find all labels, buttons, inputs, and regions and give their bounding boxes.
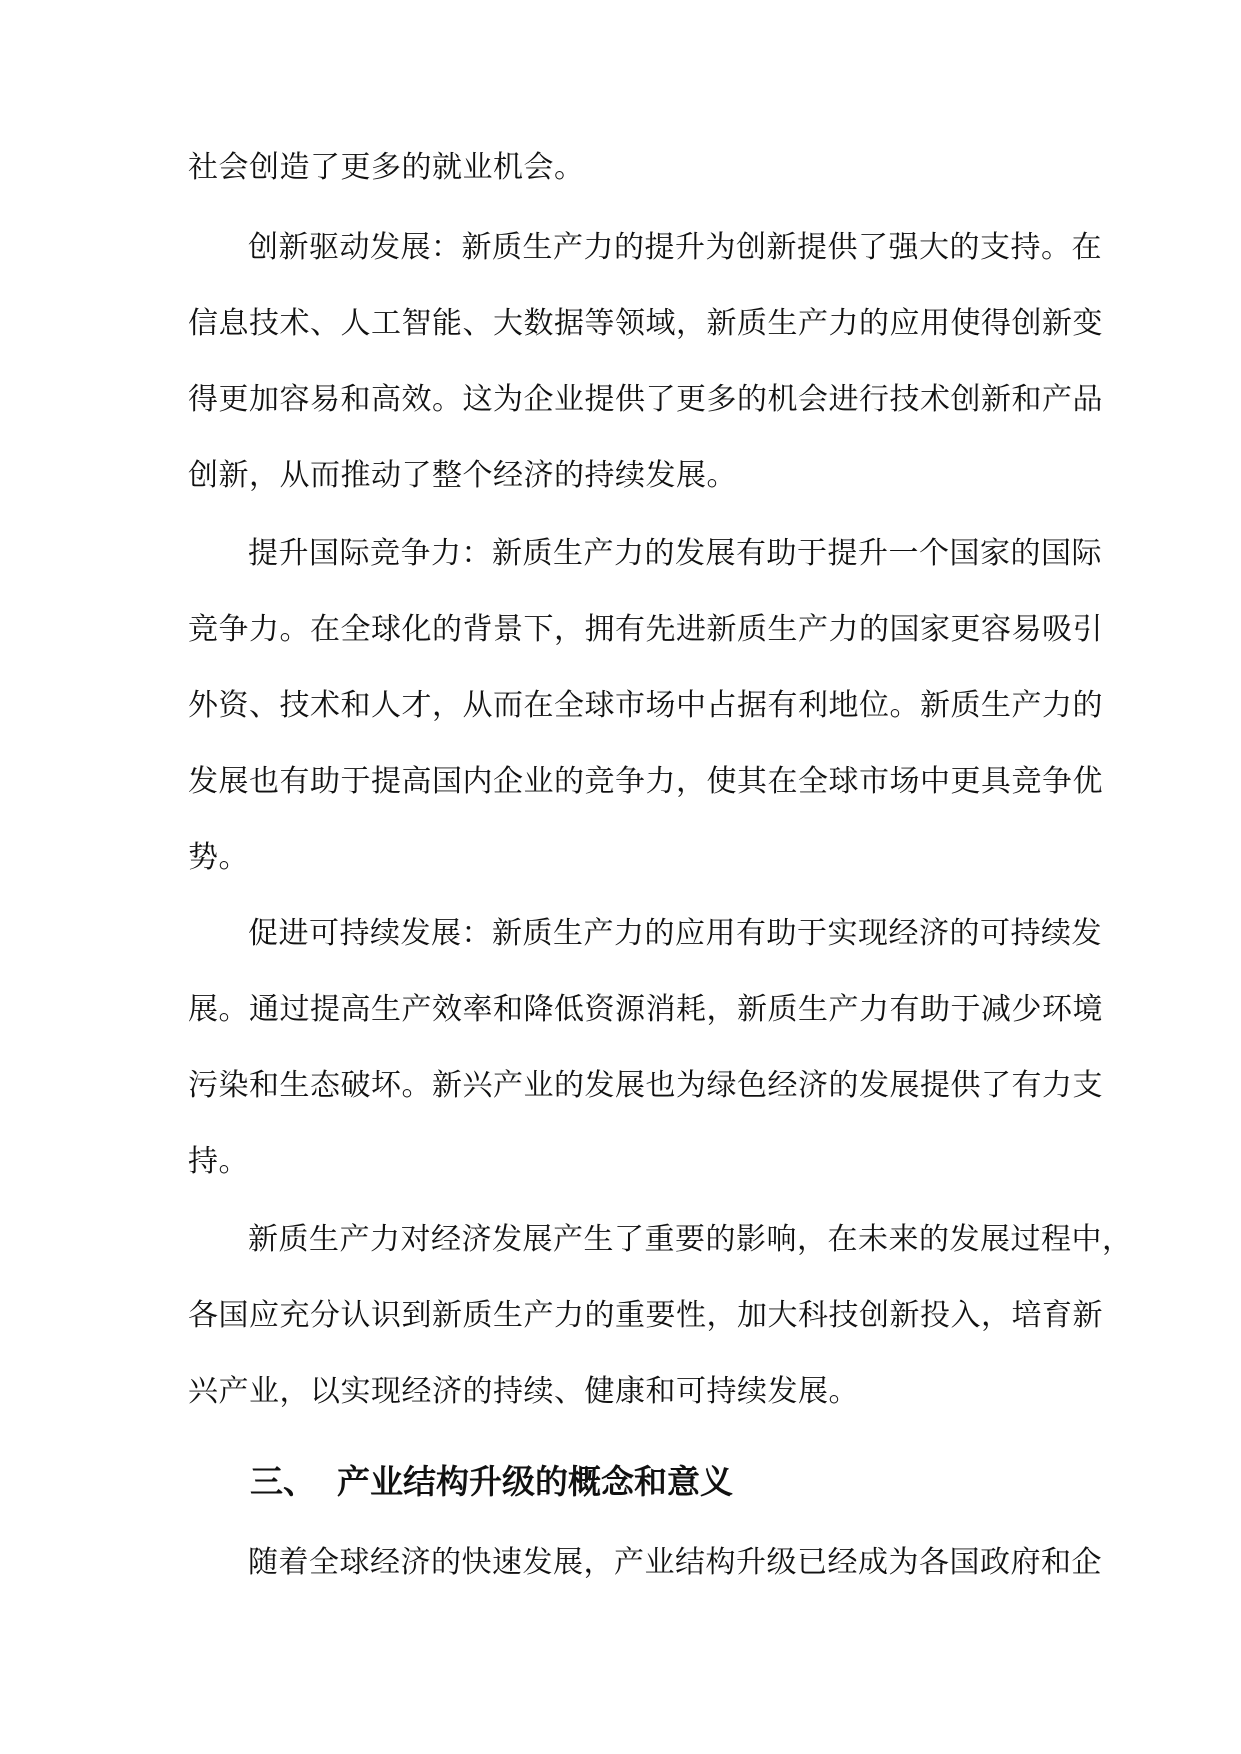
paragraph-line: 创新驱动发展：新质生产力的提升为创新提供了强大的支持。在 bbox=[248, 230, 1102, 265]
paragraph-line: 促进可持续发展：新质生产力的应用有助于实现经济的可持续发 bbox=[248, 916, 1102, 951]
paragraph-line: 持。 bbox=[188, 1144, 249, 1179]
paragraph-line: 随着全球经济的快速发展，产业结构升级已经成为各国政府和企 bbox=[248, 1545, 1102, 1580]
paragraph-line: 发展也有助于提高国内企业的竞争力，使其在全球市场中更具竞争优 bbox=[188, 764, 1103, 799]
paragraph-line: 各国应充分认识到新质生产力的重要性，加大科技创新投入，培育新 bbox=[188, 1298, 1103, 1333]
paragraph-line: 创新，从而推动了整个经济的持续发展。 bbox=[188, 458, 737, 493]
paragraph-line: 势。 bbox=[188, 840, 249, 875]
paragraph-line: 兴产业，以实现经济的持续、健康和可持续发展。 bbox=[188, 1374, 859, 1409]
section-heading bbox=[250, 1460, 733, 1504]
paragraph-line: 竞争力。在全球化的背景下，拥有先进新质生产力的国家更容易吸引 bbox=[188, 612, 1103, 647]
paragraph-line: 展。通过提高生产效率和降低资源消耗，新质生产力有助于减少环境 bbox=[188, 992, 1103, 1027]
paragraph-line: 信息技术、人工智能、大数据等领域，新质生产力的应用使得创新变 bbox=[188, 306, 1103, 341]
paragraph-line: 污染和生态破坏。新兴产业的发展也为绿色经济的发展提供了有力支 bbox=[188, 1068, 1103, 1103]
paragraph-line: 外资、技术和人才，从而在全球市场中占据有利地位。新质生产力的 bbox=[188, 688, 1103, 723]
paragraph-line: 社会创造了更多的就业机会。 bbox=[188, 150, 585, 185]
section-number: 三、 bbox=[250, 1462, 316, 1501]
paragraph-line: 新质生产力对经济发展产生了重要的影响，在未来的发展过程中， bbox=[248, 1222, 1133, 1257]
paragraph-line: 提升国际竞争力：新质生产力的发展有助于提升一个国家的国际 bbox=[248, 536, 1102, 571]
paragraph-line: 得更加容易和高效。这为企业提供了更多的机会进行技术创新和产品 bbox=[188, 382, 1103, 417]
section-title: 产业结构升级的概念和意义 bbox=[337, 1462, 733, 1501]
